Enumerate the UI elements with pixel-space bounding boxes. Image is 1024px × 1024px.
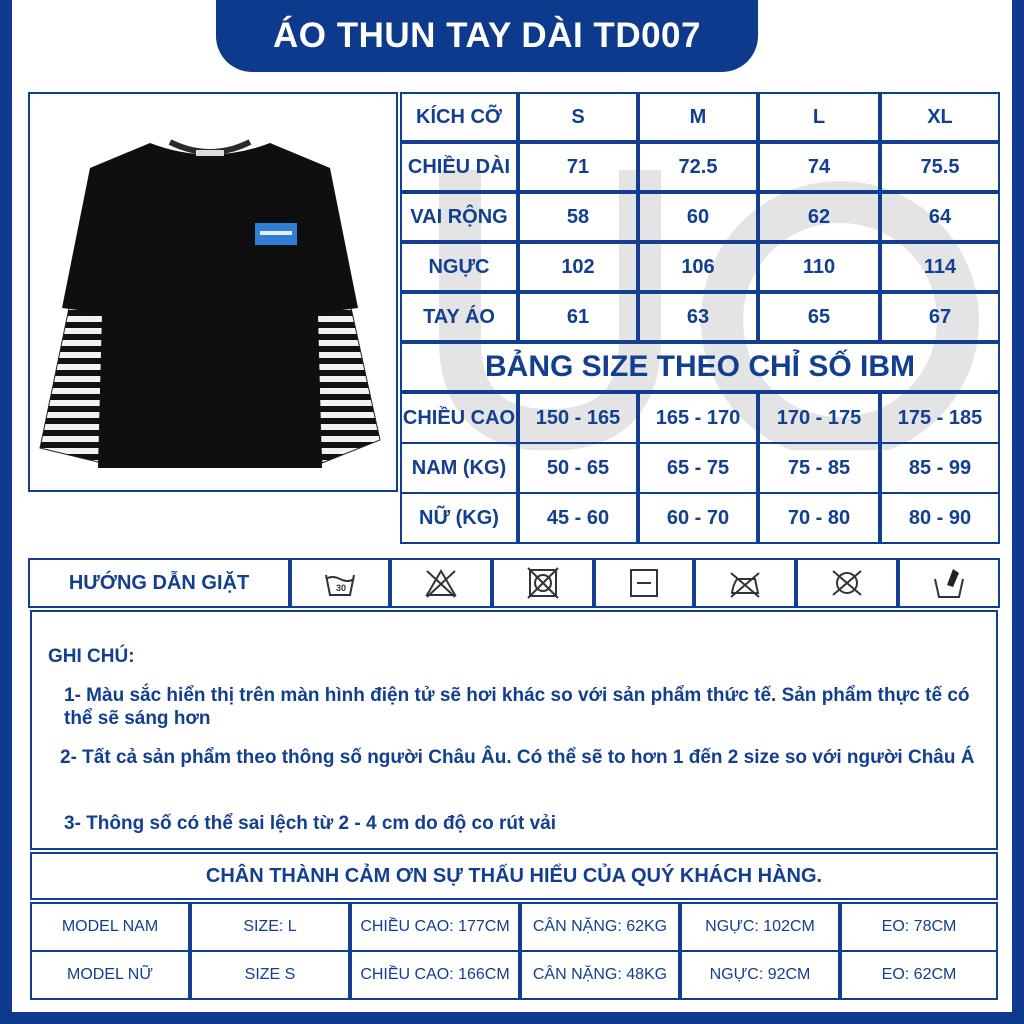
care-icon-cell — [594, 558, 694, 608]
size-header-cell: L — [758, 92, 880, 142]
size-value-cell: 114 — [880, 242, 1000, 292]
ibm-row-label: NAM (KG) — [400, 442, 518, 494]
size-value-cell: 102 — [518, 242, 638, 292]
ibm-row-label: CHIỀU CAO — [400, 392, 518, 444]
ibm-table-title — [400, 342, 1000, 392]
size-row-label: TAY ÁO — [400, 292, 518, 342]
ibm-value-cell: 150 - 165 — [518, 392, 638, 444]
notes-heading: GHI CHÚ: — [48, 646, 135, 667]
note-item-3: 3- Thông số có thể sai lệch từ 2 - 4 cm do độ co rút vải — [64, 813, 557, 834]
model-value-cell: NGỰC: 102CM — [680, 902, 840, 952]
size-value-cell: 74 — [758, 142, 880, 192]
note-item-2: 2- Tất cả sản phẩm theo thông số người Châu Âu. Có thể sẽ to hơn 1 đến 2 size so với người Châu Á — [60, 747, 975, 768]
wash-30-icon — [322, 565, 358, 601]
size-value-cell: 71 — [518, 142, 638, 192]
size-header-label: KÍCH CỠ — [400, 92, 518, 142]
model-value-cell: SIZE: L — [190, 902, 350, 952]
model-value-cell: CÂN NẶNG: 48KG — [520, 950, 680, 1000]
care-label: HƯỚNG DẪN GIẶT — [28, 558, 290, 608]
size-value-cell: 106 — [638, 242, 758, 292]
size-row-label: CHIỀU DÀI — [400, 142, 518, 192]
ibm-value-cell: 75 - 85 — [758, 442, 880, 494]
size-value-cell: 62 — [758, 192, 880, 242]
size-value-cell: 67 — [880, 292, 1000, 342]
ibm-value-cell: 165 - 170 — [638, 392, 758, 444]
size-row-label: VAI RỘNG — [400, 192, 518, 242]
low-iron-icon — [727, 565, 763, 601]
ibm-value-cell: 50 - 65 — [518, 442, 638, 494]
size-header-cell: S — [518, 92, 638, 142]
size-value-cell: 110 — [758, 242, 880, 292]
ibm-value-cell: 80 - 90 — [880, 492, 1000, 544]
model-value-cell: SIZE S — [190, 950, 350, 1000]
model-value-cell: EO: 62CM — [840, 950, 998, 1000]
care-icon-cell — [492, 558, 594, 608]
svg-text:30: 30 — [336, 583, 347, 593]
size-header-cell: XL — [880, 92, 1000, 142]
model-value-cell: CHIỀU CAO: 177CM — [350, 902, 520, 952]
ibm-row-label: NỮ (KG) — [400, 492, 518, 544]
product-shirt-image — [30, 118, 390, 478]
thanks-message: CHÂN THÀNH CẢM ƠN SỰ THẤU HIỂU CỦA QUÝ KHÁCH HÀNG. — [30, 852, 998, 900]
no-tumble-dry-icon — [525, 565, 561, 601]
ibm-value-cell: 85 - 99 — [880, 442, 1000, 494]
flat-dry-icon — [626, 565, 662, 601]
size-value-cell: 64 — [880, 192, 1000, 242]
ibm-value-cell: 70 - 80 — [758, 492, 880, 544]
size-value-cell: 75.5 — [880, 142, 1000, 192]
no-bleach-icon — [423, 565, 459, 601]
care-icon-cell — [390, 558, 492, 608]
ibm-value-cell: 45 - 60 — [518, 492, 638, 544]
ibm-title-text: BẢNG SIZE THEO CHỈ SỐ IBM — [484, 350, 916, 383]
ibm-value-cell: 60 - 70 — [638, 492, 758, 544]
care-icon-cell — [796, 558, 898, 608]
model-value-cell: CÂN NẶNG: 62KG — [520, 902, 680, 952]
care-icon-cell — [694, 558, 796, 608]
size-value-cell: 60 — [638, 192, 758, 242]
size-value-cell: 63 — [638, 292, 758, 342]
size-header-cell: M — [638, 92, 758, 142]
note-item-1: 1- Màu sắc hiển thị trên màn hình điện tử sẽ hơi khác so với sản phẩm thức tế. Sản phẩm thực tế có thể sẽ sáng hơn — [64, 685, 970, 729]
model-label-cell: MODEL NỮ — [30, 950, 190, 1000]
notes-box — [30, 610, 998, 850]
size-value-cell: 72.5 — [638, 142, 758, 192]
page-title: ÁO THUN TAY DÀI TD007 — [273, 16, 701, 55]
ibm-value-cell: 175 - 185 — [880, 392, 1000, 444]
no-dry-clean-icon — [829, 565, 865, 601]
model-value-cell: CHIỀU CAO: 166CM — [350, 950, 520, 1000]
care-icon-cell — [290, 558, 390, 608]
title-banner — [216, 0, 758, 72]
size-value-cell: 58 — [518, 192, 638, 242]
model-value-cell: EO: 78CM — [840, 902, 998, 952]
size-value-cell: 61 — [518, 292, 638, 342]
ibm-value-cell: 170 - 175 — [758, 392, 880, 444]
size-row-label: NGỰC — [400, 242, 518, 292]
size-value-cell: 65 — [758, 292, 880, 342]
hand-wash-icon — [931, 565, 967, 601]
model-value-cell: NGỰC: 92CM — [680, 950, 840, 1000]
model-label-cell: MODEL NAM — [30, 902, 190, 952]
ibm-value-cell: 65 - 75 — [638, 442, 758, 494]
care-icon-cell — [898, 558, 1000, 608]
